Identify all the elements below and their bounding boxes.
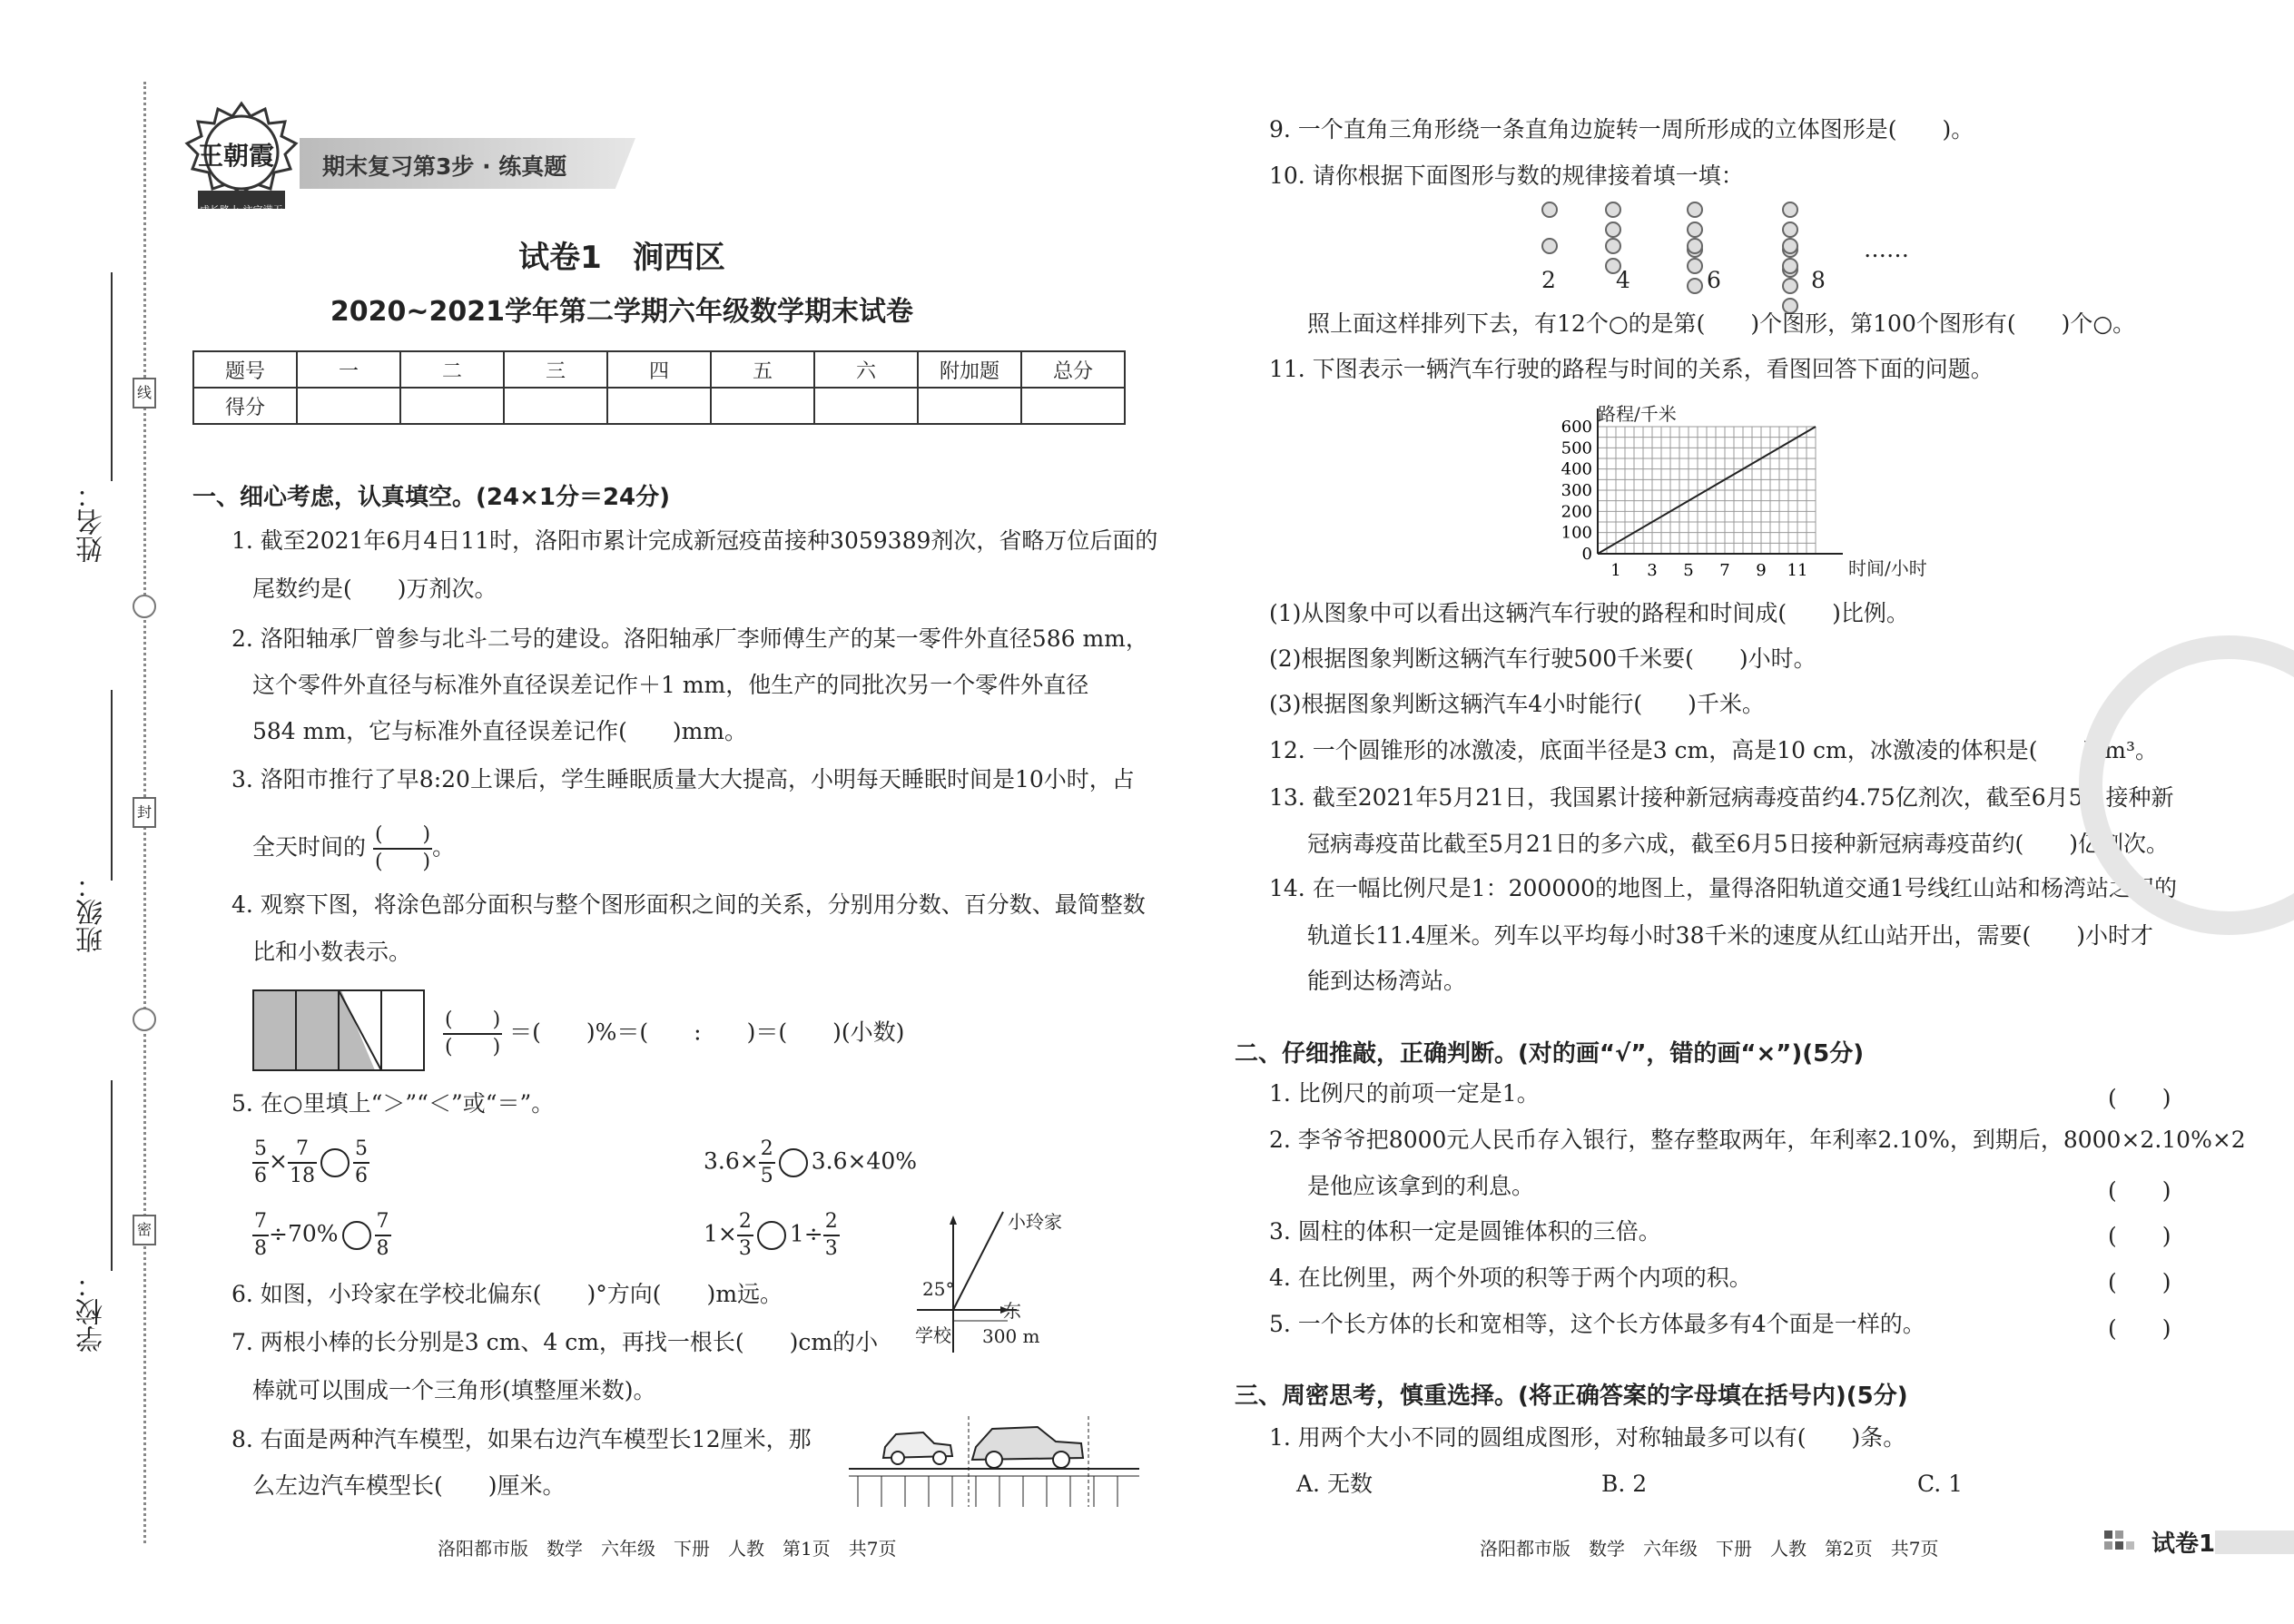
answer-paren[interactable]: ( ) bbox=[2108, 1269, 2171, 1295]
footer-tag-bar bbox=[2215, 1530, 2294, 1554]
q10-answer: 照上面这样排列下去，有12个○的是第( )个图形，第100个图形有( )个○。 bbox=[1307, 310, 2136, 337]
compare-circle[interactable] bbox=[779, 1148, 808, 1177]
score-cell[interactable] bbox=[918, 388, 1021, 424]
school-field-line[interactable] bbox=[111, 1080, 113, 1271]
q6-text: 6. 如图，小玲家在学校北偏东( )°方向( )m远。 bbox=[231, 1281, 783, 1307]
score-cell[interactable] bbox=[400, 388, 504, 424]
chart-x-tick-label: 3 bbox=[1647, 561, 1658, 580]
q3-line2: 全天时间的 $\frac{( )}{( )}$ 。 bbox=[252, 823, 456, 873]
q6-home-label: 小玲家 bbox=[1008, 1211, 1062, 1233]
q11-sub1: (1)从图象中可以看出这辆汽车行驶的路程和时间成( )比例。 bbox=[1269, 600, 1909, 626]
logo-text: 王朝霞 bbox=[198, 141, 275, 171]
chart-y-tick-label: 600 bbox=[1561, 418, 1592, 437]
chart-xlabel: 时间/小时 bbox=[1848, 557, 1927, 579]
score-cell[interactable] bbox=[711, 388, 814, 424]
score-header-cell: 二 bbox=[400, 351, 504, 388]
q10-text: 10. 请你根据下面图形与数的规律接着填一填： bbox=[1269, 162, 1744, 189]
score-header-cell: 附加题 bbox=[918, 351, 1021, 388]
score-cell[interactable] bbox=[504, 388, 607, 424]
score-header-cell: 一 bbox=[297, 351, 400, 388]
score-table bbox=[192, 350, 1126, 425]
s3-option-a[interactable]: A. 无数 bbox=[1296, 1471, 1373, 1497]
q2-line3: 584 mm，它与标准外直径误差记作( )mm。 bbox=[252, 718, 747, 744]
class-label: 班级： bbox=[76, 871, 108, 953]
q2-line1: 2. 洛阳轴承厂曾参与北斗二号的建设。洛阳轴承厂李师傅生产的某一零件外直径586 mm， bbox=[231, 625, 1148, 652]
q8-line1: 8. 右面是两种汽车模型，如果右边汽车模型长12厘米，那 bbox=[231, 1426, 812, 1452]
score-cell[interactable] bbox=[1021, 388, 1125, 424]
footer-left: 洛阳都市版 数学 六年级 下册 人教 第1页 共7页 bbox=[438, 1538, 897, 1560]
seal-mark-line: 线 bbox=[133, 378, 156, 408]
chart-y-tick-label: 0 bbox=[1581, 545, 1592, 564]
compare-circle[interactable] bbox=[342, 1221, 371, 1250]
seal-mark-seal: 封 bbox=[133, 797, 156, 828]
answer-paren[interactable]: ( ) bbox=[2108, 1315, 2171, 1342]
q10-number: 6 bbox=[1707, 267, 1721, 293]
q3-text: 全天时间的 bbox=[252, 833, 367, 861]
chart-y-tick-label: 200 bbox=[1561, 502, 1592, 522]
s2-q1: 1. 比例尺的前项一定是1。 bbox=[1269, 1080, 1540, 1107]
q1-line2: 尾数约是( )万剂次。 bbox=[252, 576, 497, 602]
chart-x-tick-label: 9 bbox=[1756, 561, 1767, 580]
chart-y-tick-label: 100 bbox=[1561, 523, 1592, 543]
score-table-header-row bbox=[193, 351, 1125, 388]
q13-line2: 冠病毒疫苗比截至5月21日的多六成，截至6月5日接种新冠病毒疫苗约( )亿剂次。 bbox=[1307, 831, 2170, 857]
score-cell[interactable] bbox=[607, 388, 711, 424]
answer-paren[interactable]: ( ) bbox=[2108, 1085, 2171, 1111]
q7-line2: 棒就可以围成一个三角形(填整厘米数)。 bbox=[252, 1377, 656, 1403]
q5-item-c[interactable]: $\frac{7}{8}$ ÷70% $\frac{7}{8}$ bbox=[254, 1210, 389, 1260]
q12-text: 12. 一个圆锥形的冰激凌，底面半径是3 cm，高是10 cm，冰激凌的体积是( )cm³。 bbox=[1269, 737, 2158, 763]
score-cell[interactable] bbox=[814, 388, 918, 424]
score-header-cell: 题号 bbox=[193, 351, 297, 388]
compare-circle[interactable] bbox=[757, 1221, 786, 1250]
score-cell[interactable] bbox=[297, 388, 400, 424]
q11-sub3: (3)根据图象判断这辆汽车4小时能行( )千米。 bbox=[1269, 691, 1765, 717]
chart-ylabel: 路程/千米 bbox=[1598, 403, 1677, 425]
q10-number: 4 bbox=[1616, 267, 1630, 293]
chart-x-tick-label: 1 bbox=[1610, 561, 1621, 580]
q3-line1: 3. 洛阳市推行了早8:20上课后，学生睡眠质量大大提高，小明每天睡眠时间是10小时，占 bbox=[231, 766, 1135, 792]
binding-hole bbox=[133, 595, 156, 618]
footer-grid-icon bbox=[2104, 1529, 2150, 1554]
exam-title: 试卷1 涧西区 bbox=[518, 240, 725, 276]
answer-paren[interactable]: ( ) bbox=[2108, 1177, 2171, 1204]
q4-fraction-blank[interactable]: $\frac{( )}{( )}$ bbox=[445, 1009, 501, 1058]
q7-line1: 7. 两根小棒的长分别是3 cm、4 cm，再找一根长( )cm的小 bbox=[231, 1329, 879, 1355]
score-header-cell: 总分 bbox=[1021, 351, 1125, 388]
q1-line1: 1. 截至2021年6月4日11时，洛阳市累计完成新冠疫苗接种3059389剂次，省略万位后面的 bbox=[231, 527, 1158, 554]
chart-y-tick-label: 400 bbox=[1561, 459, 1592, 479]
step-ribbon-text: 期末复习第3步 · 练真题 bbox=[322, 153, 567, 180]
compare-circle[interactable] bbox=[320, 1148, 350, 1177]
section2-heading: 二、仔细推敲，正确判断。(对的画“√”，错的画“×”)(5分) bbox=[1235, 1040, 1865, 1068]
q14-line3: 能到达杨湾站。 bbox=[1307, 968, 1467, 994]
q2-line2: 这个零件外直径与标准外直径误差记作＋1 mm，他生产的同批次另一个零件外直径 bbox=[252, 672, 1089, 698]
chart-y-tick-label: 300 bbox=[1561, 481, 1592, 500]
q10-number: 8 bbox=[1811, 267, 1826, 293]
q6-angle-label: 25° bbox=[922, 1278, 955, 1300]
score-header-cell: 三 bbox=[504, 351, 607, 388]
q8-line2: 么左边汽车模型长( )厘米。 bbox=[252, 1472, 566, 1499]
q10-number: 2 bbox=[1541, 267, 1556, 293]
section1-heading: 一、细心考虑，认真填空。(24×1分＝24分) bbox=[192, 484, 671, 511]
q4-shaded-figure bbox=[252, 989, 425, 1075]
s2-q4: 4. 在比例里，两个外项的积等于两个内项的积。 bbox=[1269, 1265, 1752, 1291]
s2-q2-line2: 是他应该拿到的利息。 bbox=[1307, 1173, 1535, 1199]
section3-heading: 三、周密思考，慎重选择。(将正确答案的字母填在括号内)(5分) bbox=[1235, 1383, 1908, 1410]
seal-mark-secret: 密 bbox=[133, 1215, 156, 1245]
q10-ellipsis: …… bbox=[1864, 236, 1909, 262]
q6-east-label: 东 bbox=[1003, 1300, 1021, 1322]
school-label: 学校： bbox=[76, 1271, 108, 1353]
score-header-cell: 六 bbox=[814, 351, 918, 388]
score-header-cell: 五 bbox=[711, 351, 814, 388]
q13-line1: 13. 截至2021年5月21日，我国累计接种新冠病毒疫苗约4.75亿剂次，截至6月5日接种新 bbox=[1269, 784, 2174, 811]
footer-paper-tag: 试卷1 bbox=[2151, 1530, 2216, 1558]
name-label: 姓名： bbox=[76, 481, 108, 563]
s3-option-c[interactable]: C. 1 bbox=[1917, 1471, 1964, 1497]
s3-q1: 1. 用两个大小不同的圆组成图形，对称轴最多可以有( )条。 bbox=[1269, 1424, 1906, 1451]
q11-sub2: (2)根据图象判断这辆汽车行驶500千米要( )小时。 bbox=[1269, 645, 1816, 672]
logo-subtext: 成长路上 注定满天 bbox=[200, 204, 283, 216]
q5-item-b[interactable]: 3.6× $\frac{2}{5}$ 3.6×40% bbox=[704, 1137, 917, 1187]
score-table-score-row bbox=[193, 388, 1125, 424]
s2-q3: 3. 圆柱的体积一定是圆锥体积的三倍。 bbox=[1269, 1218, 1661, 1245]
chart-x-tick-label: 7 bbox=[1719, 561, 1730, 580]
q14-line1: 14. 在一幅比例尺是1：200000的地图上，量得洛阳轨道交通1号线红山站和杨湾站之间的 bbox=[1269, 875, 2177, 901]
q4-line1: 4. 观察下图，将涂色部分面积与整个图形面积之间的关系，分别用分数、百分数、最简整数 bbox=[231, 891, 1146, 918]
binding-hole bbox=[133, 1008, 156, 1031]
footer-right: 洛阳都市版 数学 六年级 下册 人教 第2页 共7页 bbox=[1480, 1538, 1939, 1560]
q4-line2: 比和小数表示。 bbox=[252, 939, 412, 965]
exam-subtitle: 2020~2021学年第二学期六年级数学期末试卷 bbox=[330, 296, 914, 328]
score-row-label: 得分 bbox=[193, 388, 297, 424]
chart-x-tick-label: 5 bbox=[1683, 561, 1694, 580]
q4-equation: ＝( )%＝( : )＝( )(小数) bbox=[509, 1019, 905, 1046]
s3-option-b[interactable]: B. 2 bbox=[1601, 1471, 1648, 1497]
q9-text: 9. 一个直角三角形绕一条直角边旋转一周所形成的立体图形是( )。 bbox=[1269, 116, 1974, 143]
chart-y-tick-label: 500 bbox=[1561, 438, 1592, 458]
q6-school-label: 学校 bbox=[915, 1324, 951, 1346]
q5-text: 5. 在○里填上“＞”“＜”或“＝”。 bbox=[231, 1090, 555, 1117]
q3-blank-fraction[interactable]: $\frac{( )}{( )}$ bbox=[374, 823, 431, 873]
q8-car-models-figure bbox=[849, 1407, 1139, 1511]
s2-q2-line1: 2. 李爷爷把8000元人民币存入银行，整存整取两年，年利率2.10%，到期后，8000×2.10%×2 bbox=[1269, 1127, 2246, 1153]
answer-paren[interactable]: ( ) bbox=[2108, 1223, 2171, 1249]
q4-answer-row[interactable] bbox=[443, 1008, 904, 1060]
q11-text: 11. 下图表示一辆汽车行驶的路程与时间的关系，看图回答下面的问题。 bbox=[1269, 356, 1994, 382]
score-header-cell: 四 bbox=[607, 351, 711, 388]
q5-item-d[interactable]: 1× $\frac{2}{3}$ 1÷ $\frac{2}{3}$ bbox=[704, 1210, 838, 1260]
chart-x-tick-label: 11 bbox=[1787, 561, 1808, 580]
class-field-line[interactable] bbox=[111, 690, 113, 881]
q14-line2: 轨道长11.4厘米。列车以平均每小时38千米的速度从红山站开出，需要( )小时才 bbox=[1307, 922, 2153, 949]
q5-item-a[interactable]: $\frac{5}{6}$ × $\frac{7}{18}$ $\frac{5}{6}$ bbox=[254, 1137, 368, 1187]
s2-q5: 5. 一个长方体的长和宽相等，这个长方体最多有4个面是一样的。 bbox=[1269, 1311, 1925, 1337]
q6-distance-label: 300 m bbox=[982, 1325, 1040, 1347]
